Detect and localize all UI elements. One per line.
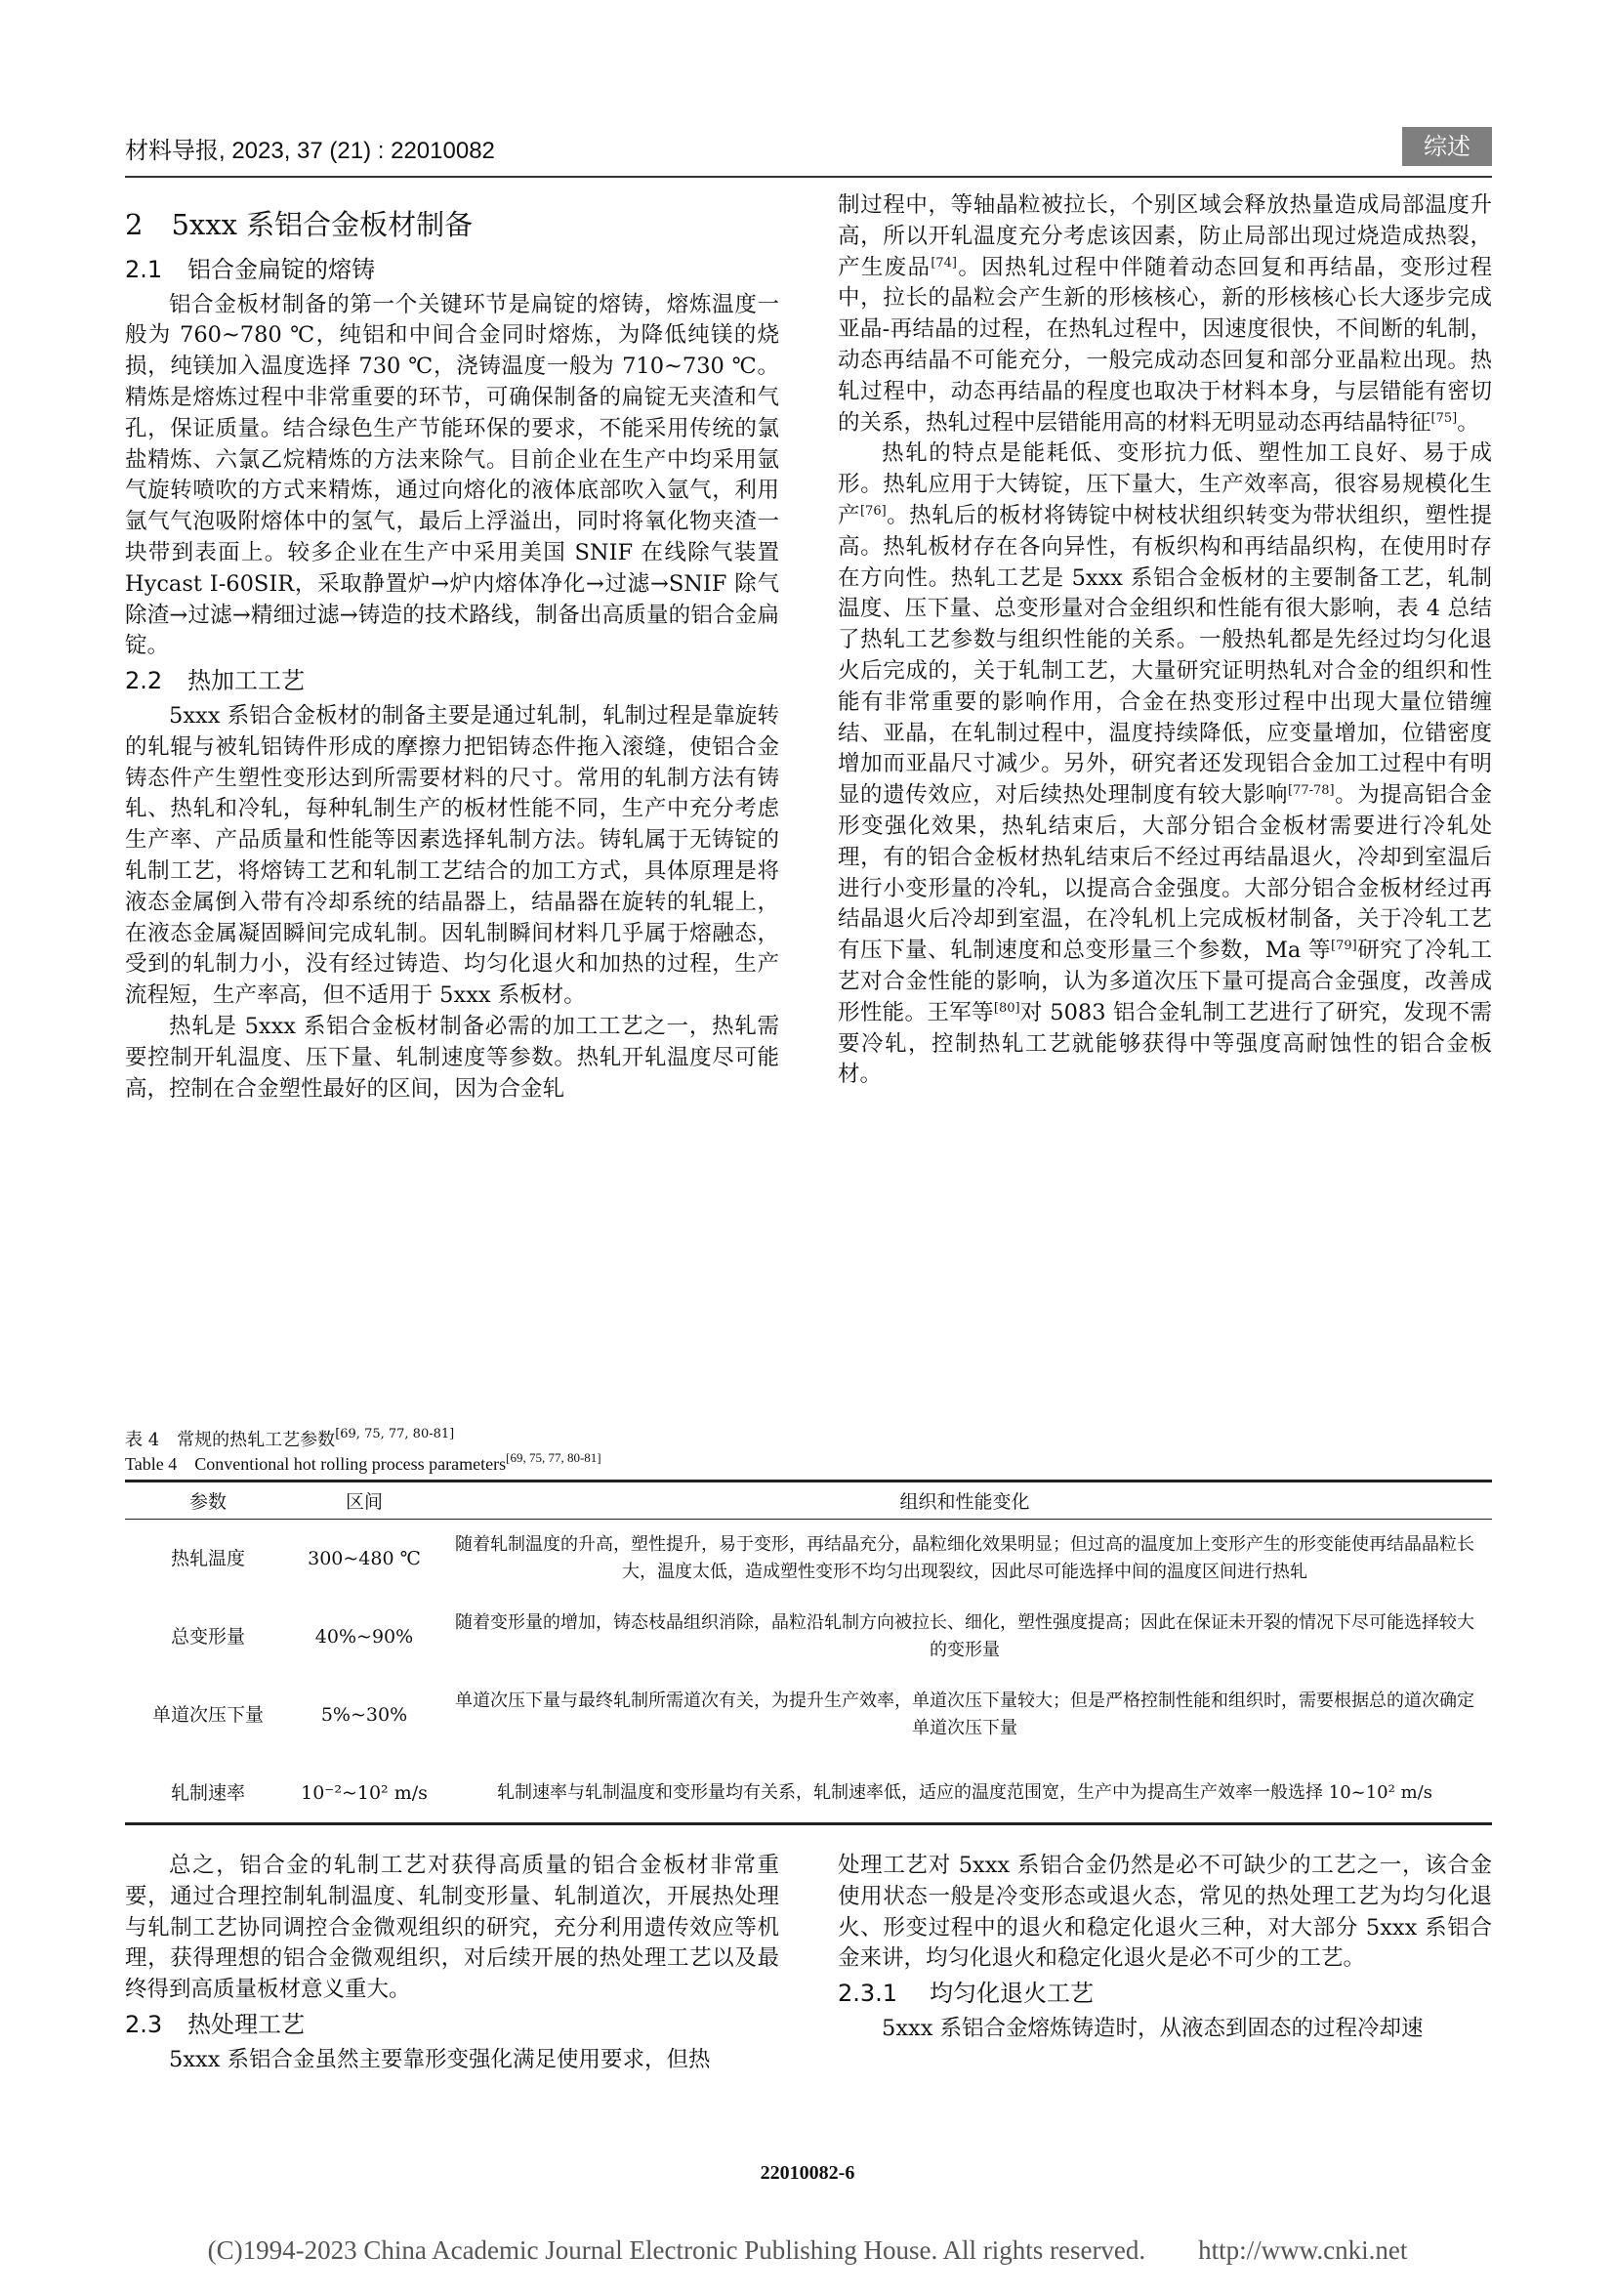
citation: [80] (993, 1000, 1020, 1016)
citation: [75] (1430, 410, 1458, 426)
section-title: 均匀化退火工艺 (930, 1980, 1094, 2008)
cell-effect: 单道次压下量与最终轧制所需道次有关，为提升生产效率，单道次压下量较大；但是严格控制性能和组织时，需要根据总的道次确定单道次压下量 (455, 1691, 1474, 1738)
text: 热轧的特点是能耗低、变形抗力低、塑性加工良好、易于成形。热轧应用于大铸锭，压下量大，生产效率高，很容易规模化生产 (838, 440, 1492, 528)
table-bottom-rule (125, 1822, 1492, 1825)
header-param: 参数 (125, 1482, 291, 1520)
text: 。为提高铝合金形变强化效果，热轧结束后，大部分铝合金板材需要进行冷轧处理，有的铝合金板材热轧结束后不经过再结晶退火，冷却到室温后进行小变形量的冷轧，以提高合金强度。大部分铝合金板材经过再结晶退火后冷却到室温，在冷轧机上完成板材制备，关于冷轧工艺有压下量、轧制速度和总变形量三个参数，Ma 等 (838, 782, 1492, 964)
citation: [76] (859, 503, 887, 519)
paragraph: 总之，铝合金的轧制工艺对获得高质量的铝合金板材非常重要，通过合理控制轧制温度、轧制变形量、轧制道次，开展热处理与轧制工艺协同调控合金微观组织的研究，充分利用遗传效应等机理，获得理想的铝合金微观组织，对后续开展的热处理工艺以及最终得到高质量板材意义重大。 (125, 1853, 779, 2003)
header-rule (125, 176, 1492, 178)
bottom-right-column (838, 1851, 1492, 2045)
section-2-title: 2 5xxx 系铝合金板材制备 (125, 208, 474, 241)
table-header-row (125, 1482, 1492, 1520)
caption-text: 表 4 常规的热轧工艺参数 (125, 1430, 336, 1450)
cell-range: 300~480 ℃ (308, 1548, 421, 1569)
paragraph: 5xxx 系铝合金板材的制备主要是通过轧制，轧制过程是靠旋转的轧辊与被轧铝铸件形成的摩擦力把铝铸态件拖入滚缝，使铝合金铸态件产生塑性变形达到所需要材料的尺寸。常用的轧制方法有铸轧、热轧和冷轧，每种轧制生产的板材性能不同，生产中充分考虑生产率、产品质量和性能等因素选择轧制方法。铸轧属于无铸锭的轧制工艺，将熔铸工艺和轧制工艺结合的加工方式，具体原理是将液态金属倒入带有冷却系统的结晶器上，结晶器在旋转的轧辊上，在液态金属凝固瞬间完成轧制。因轧制瞬间材料几乎属于熔融态，受到的轧制力小，没有经过铸造、均匀化退火和加热的过程，生产流程短，生产率高，但不适用于 5xxx 系板材。 (125, 702, 779, 1009)
cell-range: 5%~30% (320, 1704, 408, 1726)
section-title: 铝合金扁锭的熔铸 (187, 255, 375, 283)
section-number: 2.3.1 (838, 1980, 898, 2008)
table-caption (125, 1429, 601, 1476)
caption-text: Table 4 Conventional hot rolling process parameters (125, 1454, 507, 1474)
citation: [69, 75, 77, 80-81] (335, 1427, 455, 1441)
cell-range: 40%~90% (314, 1626, 414, 1648)
table-row (125, 1598, 1492, 1676)
table-row (125, 1520, 1492, 1599)
section-2-3-1-heading (838, 1979, 1492, 2010)
text: 。因热轧过程中伴随着动态回复和再结晶，变形过程中，拉长的晶粒会产生新的形核核心，新的形核核心长大逐步完成亚晶-再结晶的过程，在热轧过程中，因速度很快，不间断的轧制，动态再结晶不可能充分，一般完成动态回复和部分亚晶粒出现。热轧过程中，动态再结晶的程度也取决于材料本身，与层错能有密切的关系，热轧过程中层错能用高的材料无明显动态再结晶特征 (838, 254, 1492, 436)
citation: [74] (931, 255, 957, 271)
section-number: 2.3 (125, 2010, 163, 2038)
citation: [79] (1331, 939, 1357, 954)
paragraph (838, 438, 1492, 1091)
section-badge: 综述 (1402, 127, 1492, 166)
section-title: 热处理工艺 (187, 2010, 305, 2038)
page-number: 22010082-6 (760, 2162, 855, 2184)
paragraph: 处理工艺对 5xxx 系铝合金仍然是必不可缺少的工艺之一，该合金使用状态一般是冷变形态或退火态，常见的热处理工艺为均匀化退火、形变过程中的退火和稳定化退火三种，对大部分 5xxx 系铝合金来讲，均匀化退火和稳定化退火是必不可少的工艺。 (838, 1853, 1492, 1972)
section-number: 2.1 (125, 255, 163, 283)
page-header (125, 127, 1492, 172)
section-2-2-heading (125, 666, 779, 697)
copyright-notice: (C)1994-2023 China Academic Journal Electronic Publishing House. All rights reserved. http://www.cnki.net (207, 2235, 1408, 2265)
table-4 (125, 1482, 1492, 1832)
section-number: 2.2 (125, 667, 163, 695)
cell-effect: 随着变形量的增加，铸态枝晶组织消除，晶粒沿轧制方向被拉长、细化，塑性强度提高；因此在保证未开裂的情况下尽可能选择较大的变形量 (455, 1612, 1474, 1660)
header-range: 区间 (291, 1482, 437, 1520)
table-caption-cn (125, 1429, 601, 1452)
paragraph: 热轧是 5xxx 系铝合金板材制备必需的加工工艺之一，热轧需要控制开轧温度、压下量、轧制速度等参数。热轧开轧温度尽可能高，控制在合金塑性最好的区间，因为合金轧 (125, 1013, 779, 1102)
journal-citation: 材料导报, 2023, 37 (21) : 22010082 (125, 138, 495, 164)
text: 。热轧后的板材将铸锭中树枝状组织转变为带状组织，塑性提高。热轧板材存在各向异性，有板织构和再结晶织构，在使用时存在方向性。热轧工艺是 5xxx 系铝合金板材的主要制备工艺，轧制温度、压下量、总变形量对合金组织和性能有很大影响，表 4 总结了热轧工艺参数与组织性能的关系。一般热轧都是先经过均匀化退火后完成的，关于轧制工艺，大量研究证明热轧对合金的组织和性能有非常重要的影响作用，合金在热变形过程中出现大量位错缠结、亚晶，在轧制过程中，温度持续降低，应变量增加，位错密度增加而亚晶尺寸减少。另外，研究者还发现铝合金加工过程中有明显的遗传效应，对后续热处理制度有较大影响 (838, 502, 1492, 809)
text: 对 5083 铝合金轧制工艺进行了研究，发现不需要冷轧，控制热轧工艺就能够获得中等强度高耐蚀性的铝合金板材。 (838, 999, 1492, 1088)
section-title: 热加工工艺 (187, 667, 305, 695)
cell-range: 10⁻²~10² m/s (301, 1782, 428, 1804)
paragraph: 5xxx 系铝合金熔炼铸造时，从液态到固态的过程冷却速 (882, 2015, 1424, 2041)
cell-param: 轧制速率 (170, 1782, 245, 1804)
header-effect: 组织和性能变化 (437, 1482, 1492, 1520)
cell-param: 单道次压下量 (151, 1704, 264, 1726)
text: 研究了冷轧工艺对合金性能的影响，认为多道次压下量可提高合金强度，改善成形性能。王军等 (838, 938, 1492, 1025)
cell-param: 总变形量 (170, 1626, 245, 1648)
cell-param: 热轧温度 (170, 1548, 245, 1569)
text: 制过程中，等轴晶粒被拉长，个别区域会释放热量造成局部温度升高，所以开轧温度充分考虑该因素，防止局部出现过烧造成热裂，产生废品 (838, 192, 1492, 280)
paragraph: 铝合金板材制备的第一个关键环节是扁锭的熔铸，熔炼温度一般为 760~780 ℃，纯铝和中间合金同时熔炼，为降低纯镁的烧损，纯镁加入温度选择 730 ℃，浇铸温度一般为 710~730 ℃。精炼是熔炼过程中非常重要的环节，可确保制备的扁锭无夹渣和气孔，保证质量。结合绿色生产节能环保的要求，不能采用传统的氯盐精炼、六氯乙烷精炼的方法来除气。目前企业在生产中均采用氩气旋转喷吹的方式来精炼，通过向熔化的液体底部吹入氩气，利用氩气气泡吸附熔体中的氢气，最后上浮溢出，同时将氧化物夹渣一块带到表面上。较多企业在生产中采用美国 SNIF 在线除气装置 Hycast I-60SIR，采取静置炉→炉内熔体净化→过滤→SNIF 除气除渣→过滤→精细过滤→铸造的技术路线，制备出高质量的铝合金扁锭。 (125, 291, 779, 659)
table-row (125, 1754, 1492, 1832)
text: 。 (1457, 409, 1479, 436)
citation: [77-78] (1288, 783, 1335, 799)
right-column (838, 190, 1492, 1091)
table-row (125, 1676, 1492, 1754)
cell-effect: 轧制速率与轧制温度和变形量均有关系，轧制速率低，适应的温度范围宽，生产中为提高生产效率一般选择 10~10² m/s (497, 1782, 1432, 1803)
paragraph: 5xxx 系铝合金虽然主要靠形变强化满足使用要求，但热 (169, 2046, 711, 2072)
paragraph (838, 190, 1492, 438)
section-2-1-heading (125, 255, 779, 286)
citation: [69, 75, 77, 80-81] (506, 1450, 601, 1465)
cell-effect: 随着轧制温度的升高，塑性提升，易于变形，再结晶充分，晶粒细化效果明显；但过高的温度加上变形产生的形变能使再结晶晶粒长大，温度太低，造成塑性变形不均匀出现裂纹，因此尽可能选择中间的温度区间进行热轧 (455, 1534, 1474, 1582)
table-caption-en (125, 1452, 601, 1476)
left-column (125, 200, 779, 1105)
bottom-left-column (125, 1851, 779, 2076)
section-2-3-heading (125, 2010, 779, 2041)
